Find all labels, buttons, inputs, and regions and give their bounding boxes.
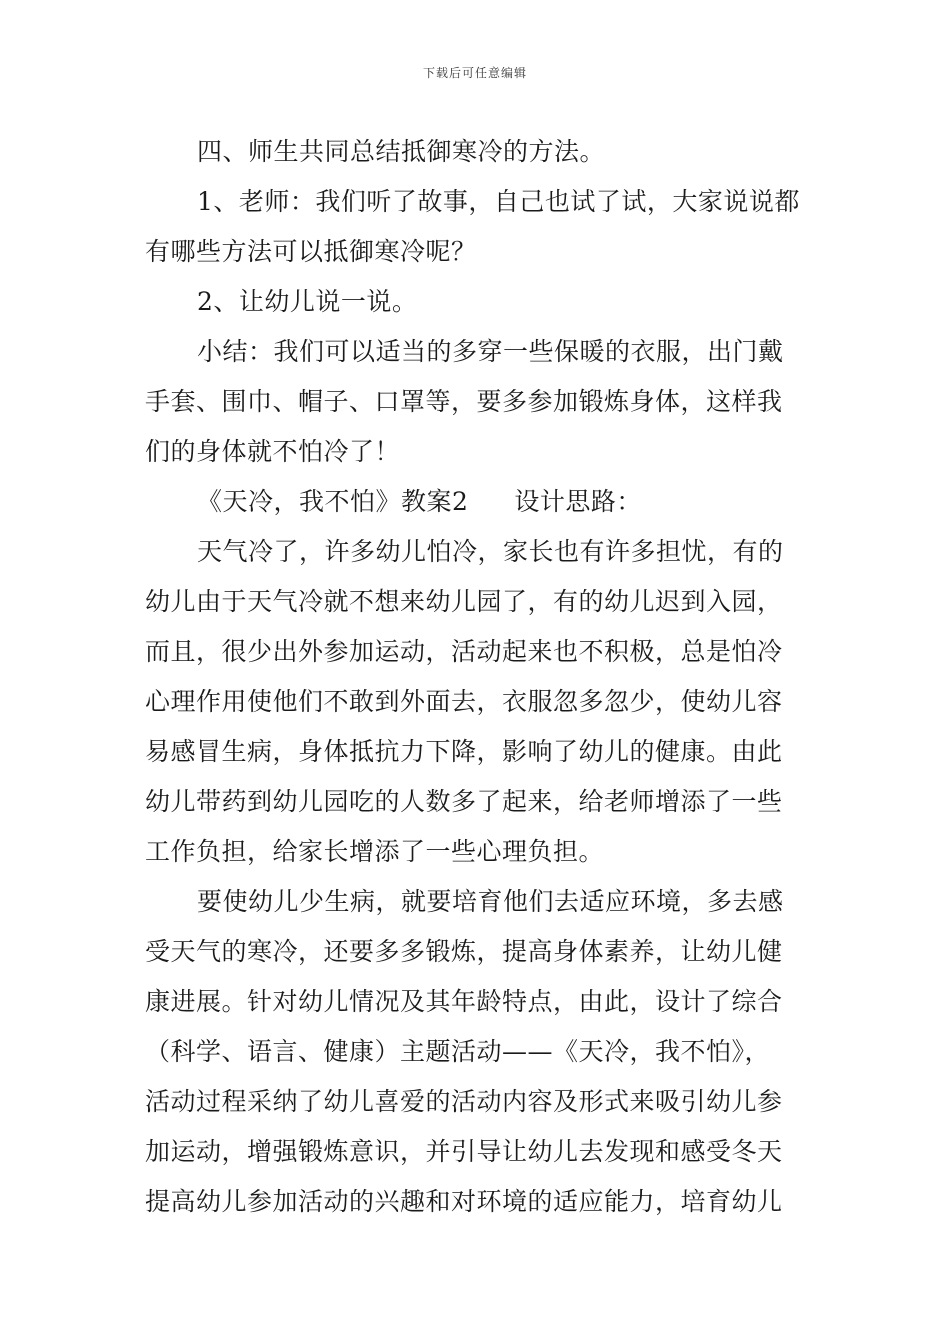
lesson-title: 《天冷，我不怕》教案2 — [197, 487, 469, 516]
text-line: 易感冒生病，身体抵抗力下降，影响了幼儿的健康。由此 — [145, 737, 783, 766]
text-line: 活动过程采纳了幼儿喜爱的活动内容及形式来吸引幼儿参 — [145, 1087, 783, 1116]
text-line: 四、师生共同总结抵御寒冷的方法。 — [197, 137, 606, 166]
text-line: 幼儿带药到幼儿园吃的人数多了起来，给老师增添了一些 — [145, 787, 783, 816]
text-line: （科学、语言、健康）主题活动——《天冷，我不怕》， — [145, 1037, 771, 1066]
page-header: 下载后可任意编辑 — [422, 66, 527, 80]
text-line: 们的身体就不怕冷了！ — [145, 437, 401, 466]
text-line: 受天气的寒冷，还要多多锻炼，提高身体素养，让幼儿健 — [145, 937, 783, 966]
text-line: 心理作用使他们不敢到外面去，衣服忽多忽少，使幼儿容 — [145, 687, 783, 716]
text-line: 2、让幼儿说一说。 — [197, 287, 418, 316]
text-line: 要使幼儿少生病，就要培育他们去适应环境，多去感 — [197, 887, 784, 916]
text-line: 而且，很少出外参加运动，活动起来也不积极，总是怕冷 — [145, 637, 783, 666]
text-line: 康进展。针对幼儿情况及其年龄特点，由此，设计了综合 — [145, 987, 783, 1016]
text-line: 天气冷了，许多幼儿怕冷，家长也有许多担忧，有的 — [197, 537, 784, 566]
text-line: 工作负担，给家长增添了一些心理负担。 — [145, 837, 605, 866]
text-line: 加运动，增强锻炼意识，并引导让幼儿去发现和感受冬天 — [145, 1137, 783, 1166]
text-line: 1、老师：我们听了故事，自己也试了试，大家说说都 — [197, 187, 800, 216]
text-line: 小结：我们可以适当的多穿一些保暖的衣服，出门戴 — [197, 337, 784, 366]
lesson-subtitle: 设计思路： — [514, 487, 642, 516]
text-line: 有哪些方法可以抵御寒冷呢？ — [145, 237, 477, 266]
text-line: 手套、围巾、帽子、口罩等，要多参加锻炼身体，这样我 — [145, 387, 783, 416]
text-line: 幼儿由于天气冷就不想来幼儿园了，有的幼儿迟到入园， — [145, 587, 783, 616]
text-line: 提高幼儿参加活动的兴趣和对环境的适应能力，培育幼儿 — [145, 1187, 783, 1216]
document-body — [145, 127, 810, 1227]
lesson-heading — [145, 477, 810, 527]
